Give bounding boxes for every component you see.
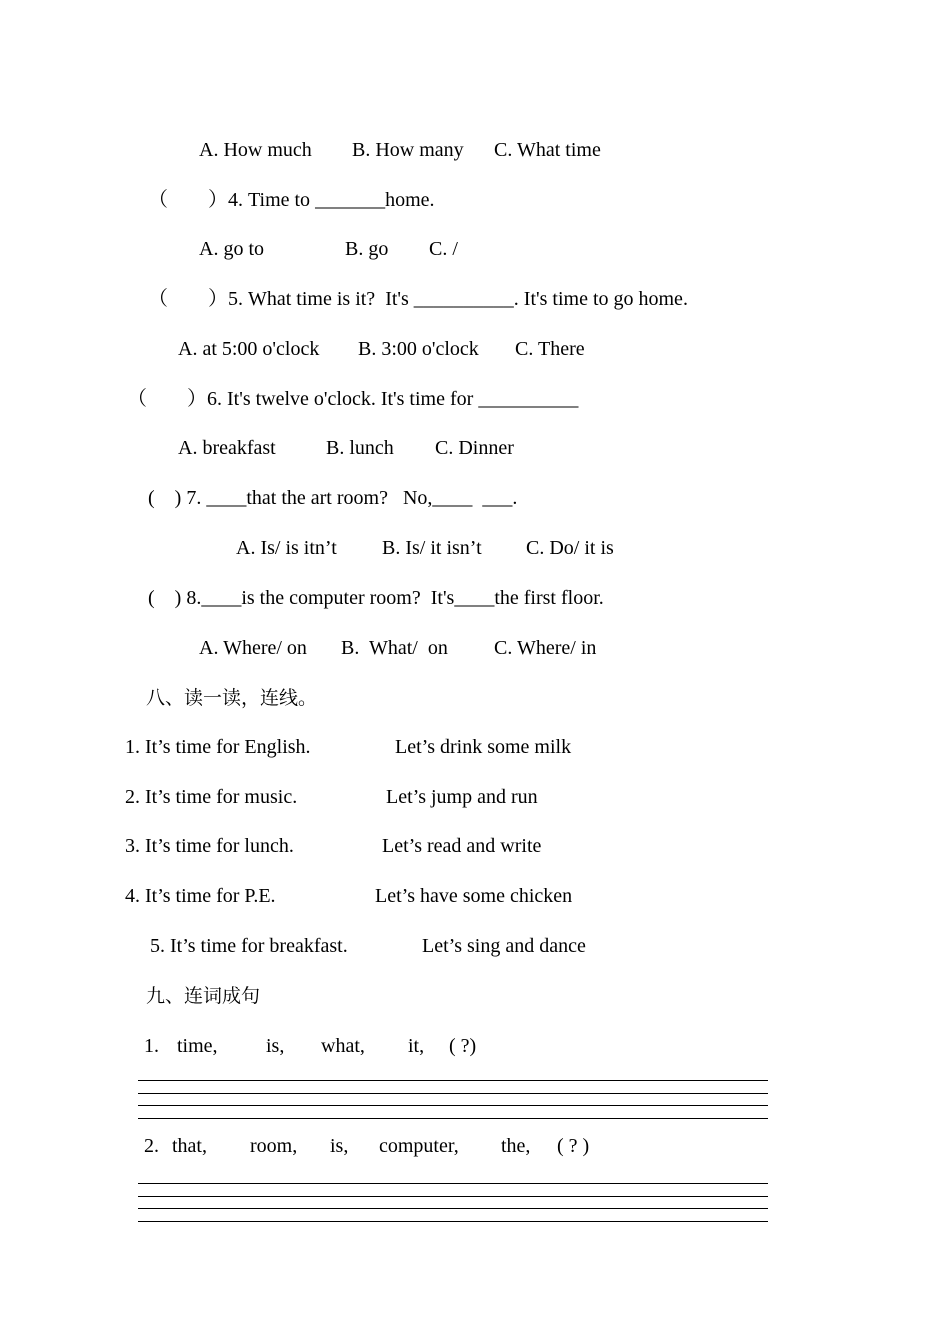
q8-option-b: B. What/ on (341, 637, 448, 659)
q7-blank-2: ____ (432, 487, 473, 509)
q5-blank: __________ (413, 288, 514, 310)
q7-question (148, 486, 517, 510)
q4-question (148, 188, 435, 212)
q8-blank-2: ____ (454, 587, 495, 609)
s9-q1-word: it, (408, 1035, 425, 1057)
answer-line (138, 1208, 768, 1209)
q3-option-c: C. What time (494, 139, 601, 161)
answer-line (138, 1118, 768, 1119)
match-right-2: Let’s jump and run (386, 786, 538, 808)
s9-q2-num: 2. (144, 1135, 159, 1157)
answer-line (138, 1183, 768, 1184)
q4-option-a: A. go to (199, 238, 264, 260)
q8-text-end: the first floor. (494, 587, 604, 609)
answer-line (138, 1093, 768, 1094)
answer-line (138, 1221, 768, 1222)
q3-option-a: A. How much (199, 139, 312, 161)
q5-text-after: . It's time to go home. (513, 288, 688, 310)
q6-option-b: B. lunch (326, 437, 394, 459)
answer-paren: （ ） (127, 388, 207, 410)
q6-option-a: A. breakfast (178, 437, 276, 459)
match-left-4: 4. It’s time for P.E. (125, 885, 276, 907)
match-right-3: Let’s read and write (382, 835, 542, 857)
q4-text-after: home. (385, 189, 435, 211)
q5-text-before: 5. What time is it? It's (228, 288, 414, 310)
q4-option-b: B. go (345, 238, 389, 260)
q6-blank: __________ (478, 388, 579, 410)
section9-title: 九、连词成句 (146, 985, 261, 1007)
q5-option-a: A. at 5:00 o'clock (178, 338, 320, 360)
q4-option-c: C. / (429, 238, 458, 260)
q7-text: that the art room? No, (246, 487, 433, 509)
match-right-5: Let’s sing and dance (422, 935, 586, 957)
q7-blank-1: ____ (206, 487, 247, 509)
q5-question (148, 287, 688, 311)
answer-paren: （ ） (148, 189, 228, 211)
s9-q1-word: is, (266, 1035, 285, 1057)
q8-option-a: A. Where/ on (199, 637, 307, 659)
s9-q1-word: what, (321, 1035, 365, 1057)
s9-q1-word: ( ?) (449, 1035, 477, 1057)
match-left-5: 5. It’s time for breakfast. (150, 935, 348, 957)
s9-q2-word: is, (330, 1135, 349, 1157)
answer-paren: ( ) (148, 587, 182, 609)
answer-line (138, 1080, 768, 1081)
match-left-3: 3. It’s time for lunch. (125, 835, 294, 857)
s9-q1-num: 1. (144, 1035, 159, 1057)
q8-num: 8. (186, 587, 202, 609)
q6-option-c: C. Dinner (435, 437, 514, 459)
match-right-4: Let’s have some chicken (375, 885, 573, 907)
q7-option-c: C. Do/ it is (526, 537, 614, 559)
q3-option-b: B. How many (352, 139, 464, 161)
q4-blank: _______ (315, 189, 386, 211)
s9-q2-word: that, (172, 1135, 207, 1157)
answer-line (138, 1105, 768, 1106)
q5-option-b: B. 3:00 o'clock (358, 338, 479, 360)
match-left-2: 2. It’s time for music. (125, 786, 298, 808)
q5-option-c: C. There (515, 338, 585, 360)
s9-q1-word: time, (177, 1035, 218, 1057)
section8-title: 八、读一读，连线。 (146, 687, 318, 709)
s9-q2-word: room, (250, 1135, 298, 1157)
s9-q2-word: computer, (379, 1135, 459, 1157)
q7-option-b: B. Is/ it isn’t (382, 537, 482, 559)
answer-paren: ( ) (148, 487, 182, 509)
match-right-1: Let’s drink some milk (395, 736, 572, 758)
answer-paren: （ ） (148, 288, 228, 310)
q4-text-before: 4. Time to (228, 189, 316, 211)
q7-num: 7. (186, 487, 202, 509)
q7-blank-3: ___. (482, 487, 518, 509)
q7-option-a: A. Is/ is itn’t (236, 537, 337, 559)
q8-question (148, 586, 604, 610)
answer-line (138, 1196, 768, 1197)
match-left-1: 1. It’s time for English. (125, 736, 311, 758)
q8-option-c: C. Where/ in (494, 637, 597, 659)
s9-q2-word: the, (501, 1135, 531, 1157)
q8-text: is the computer room? It's (241, 587, 455, 609)
s9-q2-word: ( ? ) (557, 1135, 590, 1157)
q8-blank-1: ____ (201, 587, 242, 609)
q6-text: 6. It's twelve o'clock. It's time for (207, 388, 479, 410)
q6-question (127, 387, 578, 411)
